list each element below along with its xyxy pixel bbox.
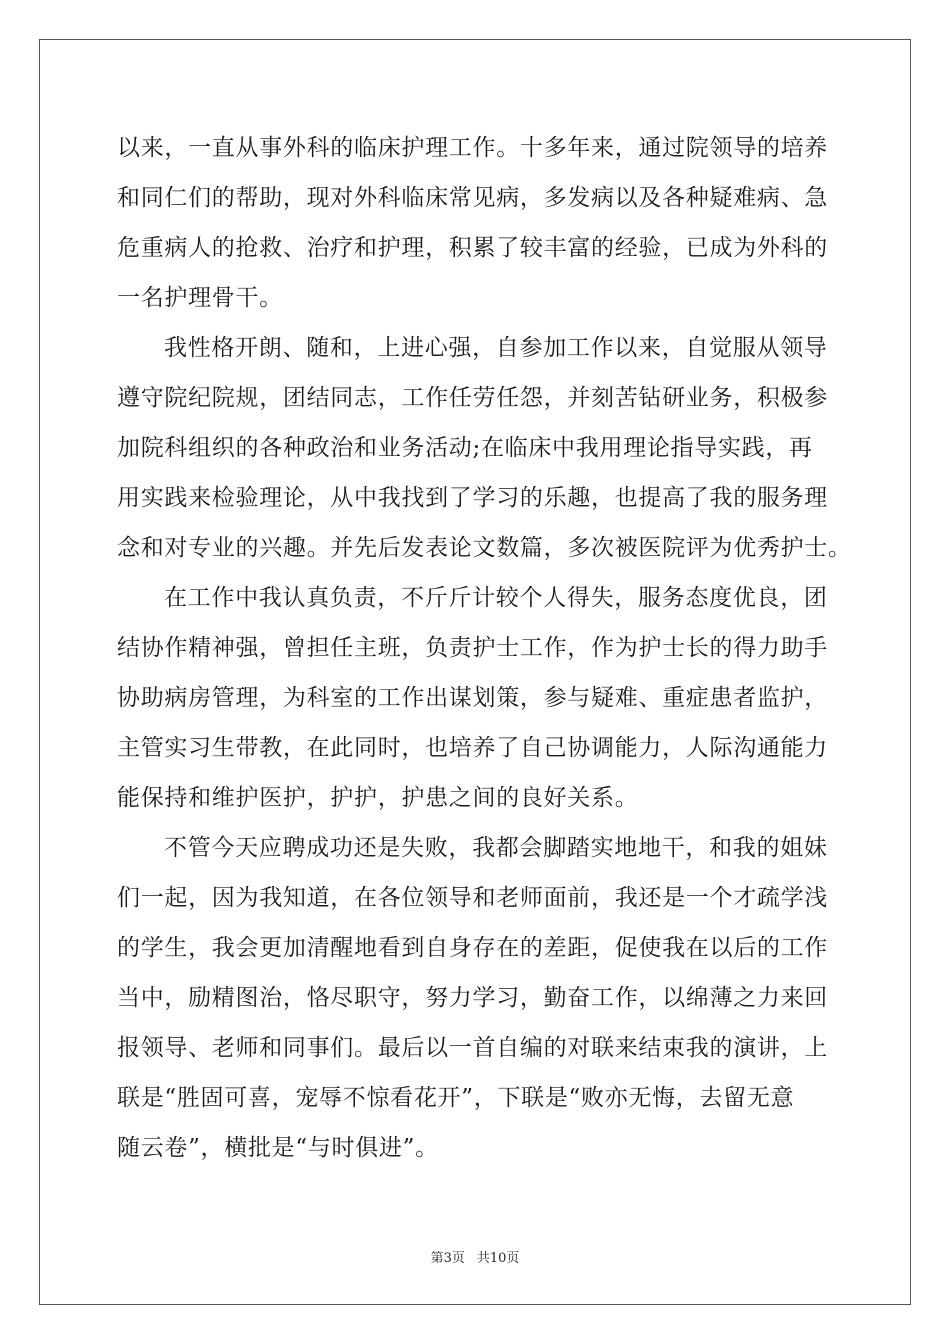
page-total: 共10页 — [476, 1251, 520, 1266]
text-line: 的学生，我会更加清醒地看到自身存在的差距，促使我在以后的工作 — [117, 935, 828, 961]
text-line: 和同仁们的帮助，现对外科临床常见病，多发病以及各种疑难病、急 — [117, 185, 828, 211]
text-line: 能保持和维护医护，护护，护患之间的良好关系。 — [117, 785, 639, 811]
paragraph-first-line: 我性格开朗、随和，上进心强，自参加工作以来，自觉服从领导 — [164, 335, 828, 361]
paragraph-first-line: 在工作中我认真负责，不斤斤计较个人得失，服务态度优良，团 — [164, 585, 828, 611]
text-line: 们一起，因为我知道，在各位领导和老师面前，我还是一个才疏学浅 — [117, 885, 828, 911]
document-body — [117, 123, 852, 1173]
text-line: 当中，励精图治，恪尽职守，努力学习，勤奋工作，以绵薄之力来回 — [117, 985, 828, 1011]
text-line: 报领导、老师和同事们。最后以一首自编的对联来结束我的演讲，上 — [117, 1035, 828, 1061]
text-line: 协助病房管理，为科室的工作出谋划策，参与疑难、重症患者监护， — [117, 685, 828, 711]
page-footer — [0, 1247, 950, 1266]
text-line: 联是“胜固可喜，宠辱不惊看花开”，下联是“败亦无悔，去留无意 — [117, 1085, 795, 1111]
text-line: 遵守院纪院规，团结同志，工作任劳任怨，并刻苦钻研业务，积极参 — [117, 385, 828, 411]
text-line: 用实践来检验理论，从中我找到了学习的乐趣，也提高了我的服务理 — [117, 485, 828, 511]
text-line: 危重病人的抢救、治疗和护理，积累了较丰富的经验，已成为外科的 — [117, 235, 828, 261]
text-line: 加院科组织的各种政治和业务活动;在临床中我用理论指导实践，再 — [117, 435, 813, 461]
text-line: 随云卷”，横批是“与时俱进”。 — [117, 1135, 439, 1161]
text-line: 以来，一直从事外科的临床护理工作。十多年来，通过院领导的培养 — [117, 135, 828, 161]
text-line: 一名护理骨干。 — [117, 285, 283, 311]
text-line: 念和对专业的兴趣。并先后发表论文数篇，多次被医院评为优秀护士。 — [117, 535, 852, 561]
text-line: 结协作精神强，曾担任主班，负责护士工作，作为护士长的得力助手 — [117, 635, 828, 661]
text-line: 主管实习生带教，在此同时，也培养了自己协调能力，人际沟通能力 — [117, 735, 828, 761]
paragraph-first-line: 不管今天应聘成功还是失败，我都会脚踏实地地干，和我的姐妹 — [164, 835, 828, 861]
page-number: 第3页 — [430, 1251, 465, 1266]
